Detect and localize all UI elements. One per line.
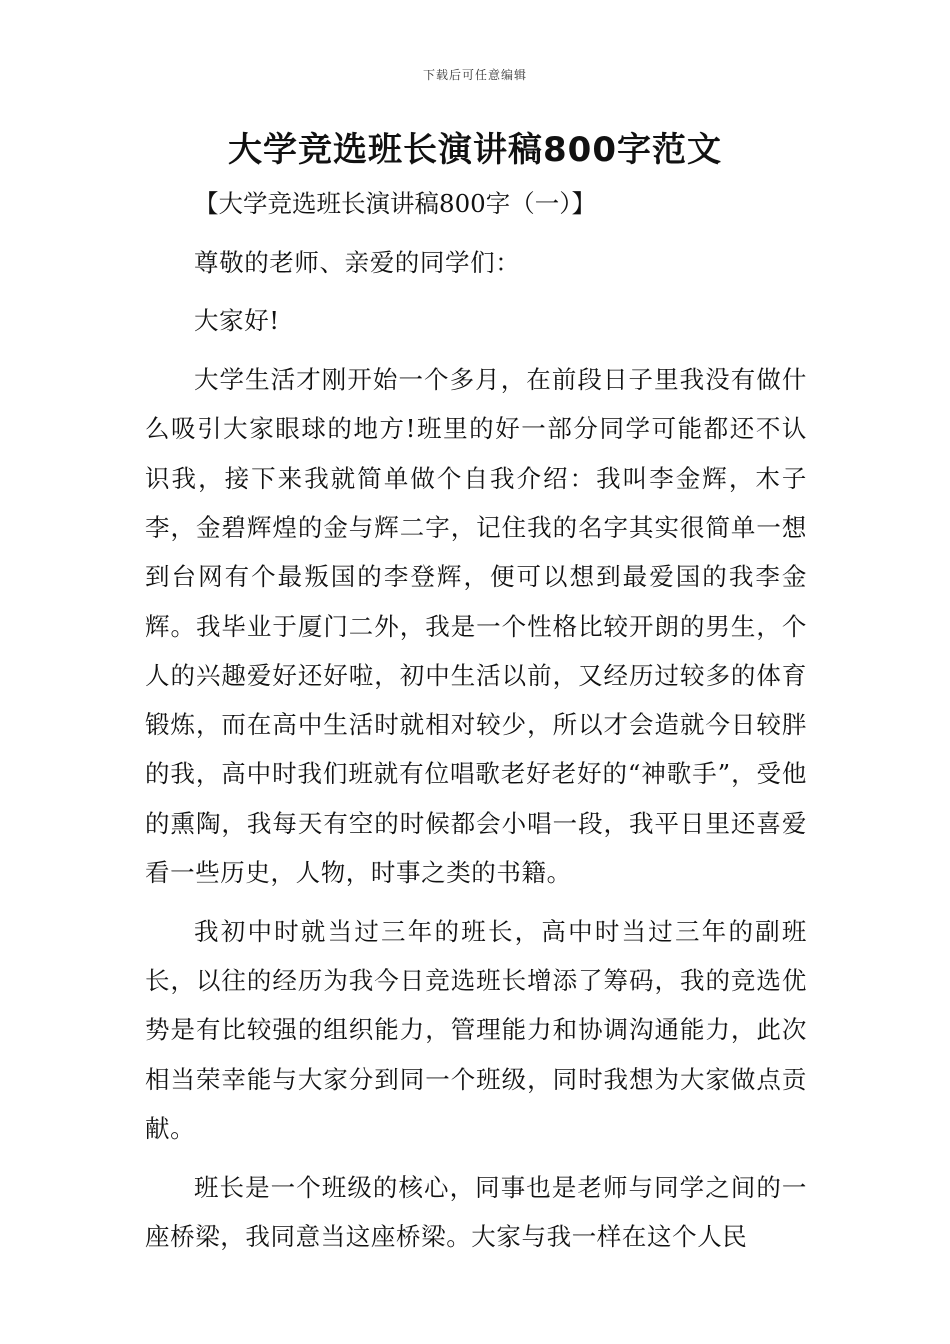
self-introduction-paragraph: 大学生活才刚开始一个多月，在前段日子里我没有做什么吸引大家眼球的地方!班里的好一部分同学可能都还不认识我，接下来我就简单做个自我介绍：我叫李金辉，木子李，金碧辉煌的金与辉二字，记住我的名字其实很简单一想到台网有个最叛国的李登辉，便可以想到最爱国的我李金辉。我毕业于厦门二外，我是一个性格比较开朗的男生，个人的兴趣爱好还好啦，初中生活以前，又经历过较多的体育锻炼，而在高中生活时就相对较少，所以才会造就今日较胖的我，高中时我们班就有位唱歌老好老好的“神歌手”，受他的熏陶，我每天有空的时候都会小唱一段，我平日里还喜爱看一些历史，人物，时事之类的书籍。 <box>145 365 807 888</box>
section-subtitle: 【大学竞选班长演讲稿800字（一）】 <box>194 189 597 218</box>
experience-paragraph: 我初中时就当过三年的班长，高中时当过三年的副班长，以往的经历为我今日竞选班长增添了筹码，我的竞选优势是有比较强的组织能力，管理能力和协调沟通能力，此次相当荣幸能与大家分到同一个班级，同时我想为大家做点贡献。 <box>145 916 807 1143</box>
document-title: 大学竞选班长演讲稿800字范文 <box>228 130 722 170</box>
greeting-paragraph: 大家好! <box>194 306 280 336</box>
salutation-paragraph: 尊敬的老师、亲爱的同学们： <box>194 247 521 277</box>
document-body <box>145 179 807 1261</box>
page-header-note: 下载后可任意编辑 <box>422 68 527 82</box>
monitor-role-paragraph: 班长是一个班级的核心，同事也是老师与同学之间的一座桥梁，我同意当这座桥梁。大家与我一样在这个人民 <box>145 1172 807 1251</box>
